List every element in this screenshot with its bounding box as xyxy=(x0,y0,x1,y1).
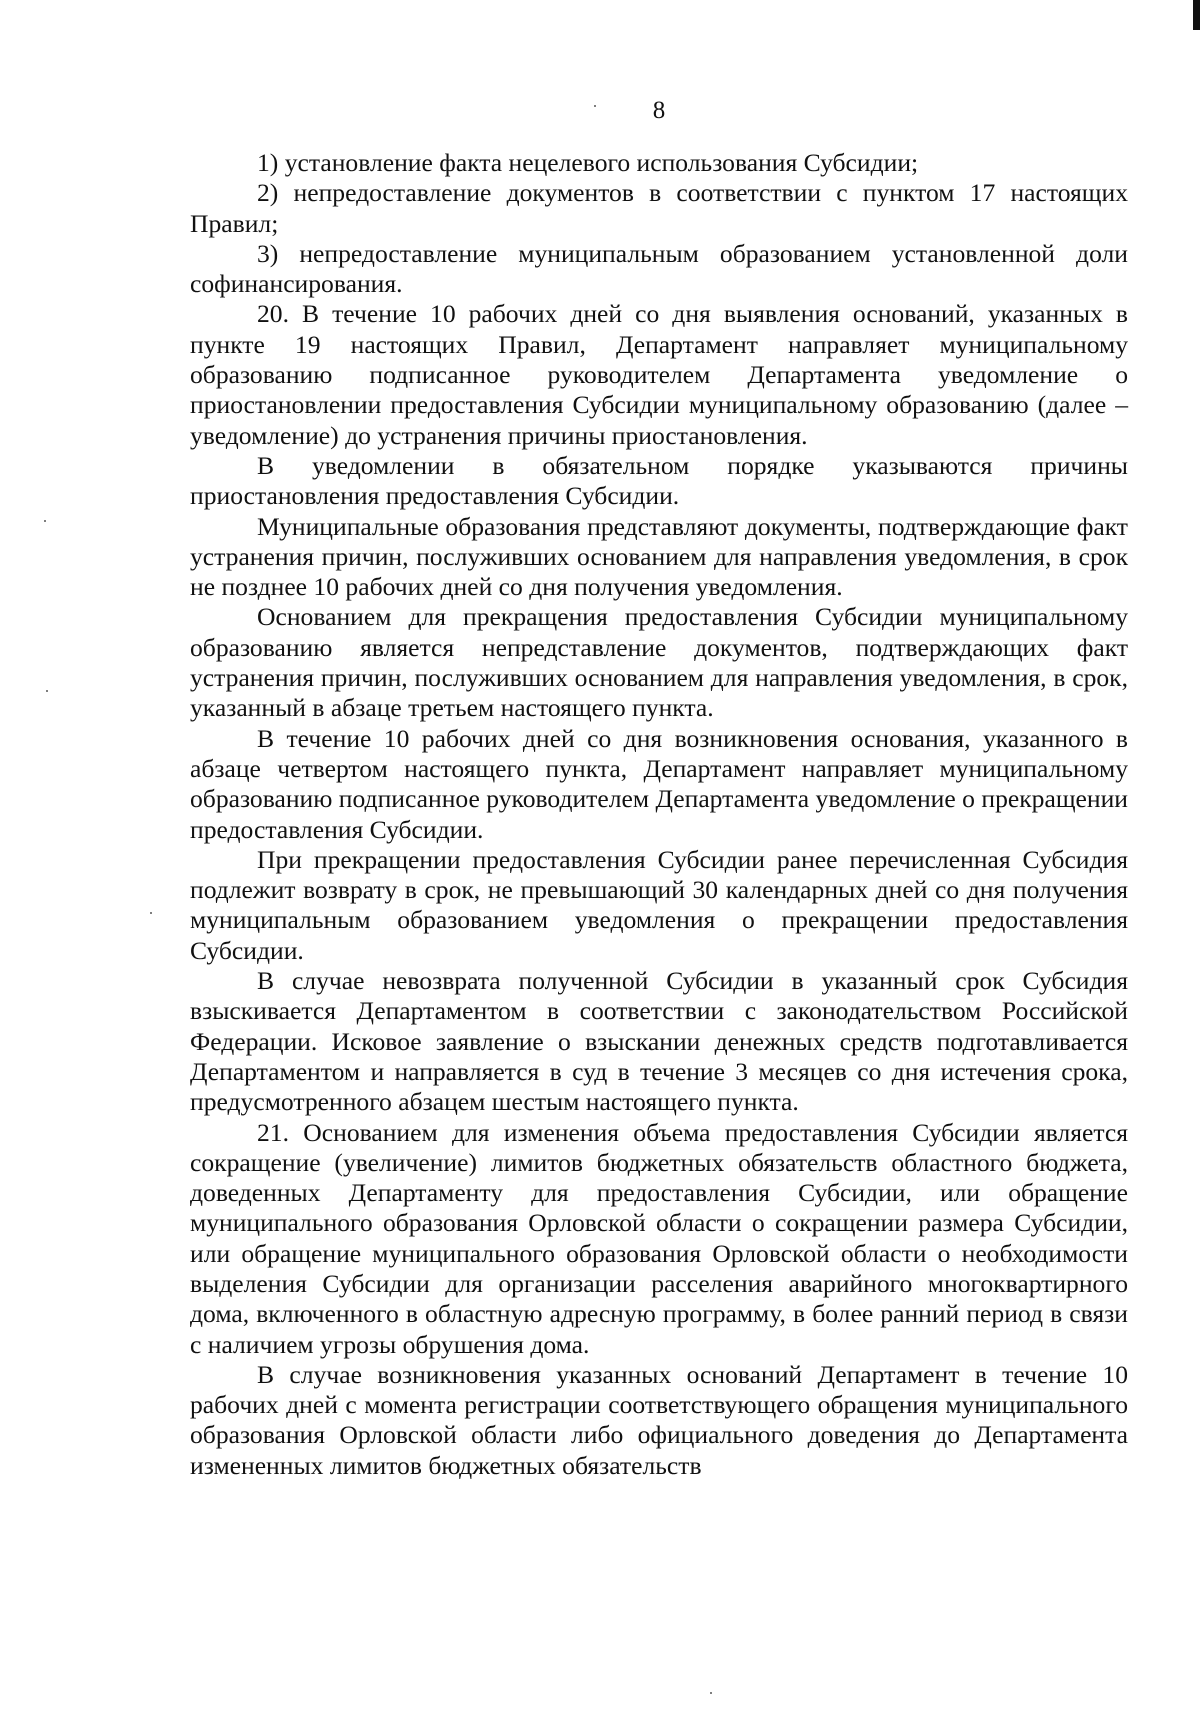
scan-edge-mark xyxy=(1193,0,1200,30)
paragraph: При прекращении предоставления Субсидии ранее перечисленная Субсидия подлежит возврату в срок, не превышающий 30 календарных дней со дня получения муниципальным образованием уведомления о прекращении предоставления Субсидии. xyxy=(190,844,1128,965)
paragraph: В случае возникновения указанных оснований Департамент в течение 10 рабочих дней с момента регистрации соответствующего обращения муниципального образования Орловской области либо официального доведения до Департамента измененных лимитов бюджетных обязательств xyxy=(190,1359,1128,1480)
paragraph: 2) непредоставление документов в соответствии с пунктом 17 настоящих Правил; xyxy=(190,178,1128,238)
paragraph: 21. Основанием для изменения объема предоставления Субсидии является сокращение (увеличение) лимитов бюджетных обязательств областного бюджета, доведенных Департаменту для предоставления Субсидии, или обращение муниципального образования Орловской области о сокращении размера Субсидии, или обращение муниципального образования Орловской области о необходимости выделения Субсидии для организации расселения аварийного многоквартирного дома, включенного в областную адресную программу, в более ранний период в связи с наличием угрозы обрушения дома. xyxy=(190,1117,1128,1359)
scan-speck xyxy=(710,1692,712,1694)
scan-speck xyxy=(594,105,596,107)
paragraph: 1) установление факта нецелевого использования Субсидии; xyxy=(257,148,919,177)
paragraph: Муниципальные образования представляют документы, подтверждающие факт устранения причин, послуживших основанием для направления уведомления, в срок не позднее 10 рабочих дней со дня получения уведомления. xyxy=(190,511,1128,602)
page-number: 8 xyxy=(652,97,666,124)
scan-speck xyxy=(46,690,48,692)
paragraph: В течение 10 рабочих дней со дня возникновения основания, указанного в абзаце четвертом настоящего пункта, Департамент направляет муниципальному образованию подписанное руководителем Департамента уведомление о прекращении предоставления Субсидии. xyxy=(190,723,1128,844)
paragraph: В уведомлении в обязательном порядке указываются причины приостановления предоставления Субсидии. xyxy=(190,450,1128,511)
scan-speck xyxy=(150,912,152,914)
paragraph: 20. В течение 10 рабочих дней со дня выявления оснований, указанных в пункте 19 настоящих Правил, Департамент направляет муниципальному образованию подписанное руководителем Департамента уведомление о приостановлении предоставления Субсидии муниципальному образованию (далее – уведомление) до устранения причины приостановления. xyxy=(190,299,1128,450)
paragraph: В случае невозврата полученной Субсидии в указанный срок Субсидия взыскивается Департаментом в соответствии с законодательством Российской Федерации. Исковое заявление о взыскании денежных средств подготавливается Департаментом и направляется в суд в течение 3 месяцев со дня истечения срока, предусмотренного абзацем шестым настоящего пункта. xyxy=(190,966,1128,1117)
paragraph: 3) непредоставление муниципальным образованием установленной доли софинансирования. xyxy=(190,238,1128,299)
paragraph: Основанием для прекращения предоставления Субсидии муниципальному образованию является непредставление документов, подтверждающих факт устранения причин, послуживших основанием для направления уведомления, в срок, указанный в абзаце третьем настоящего пункта. xyxy=(190,602,1128,723)
scan-speck xyxy=(44,520,46,522)
document-body xyxy=(190,148,1128,1481)
